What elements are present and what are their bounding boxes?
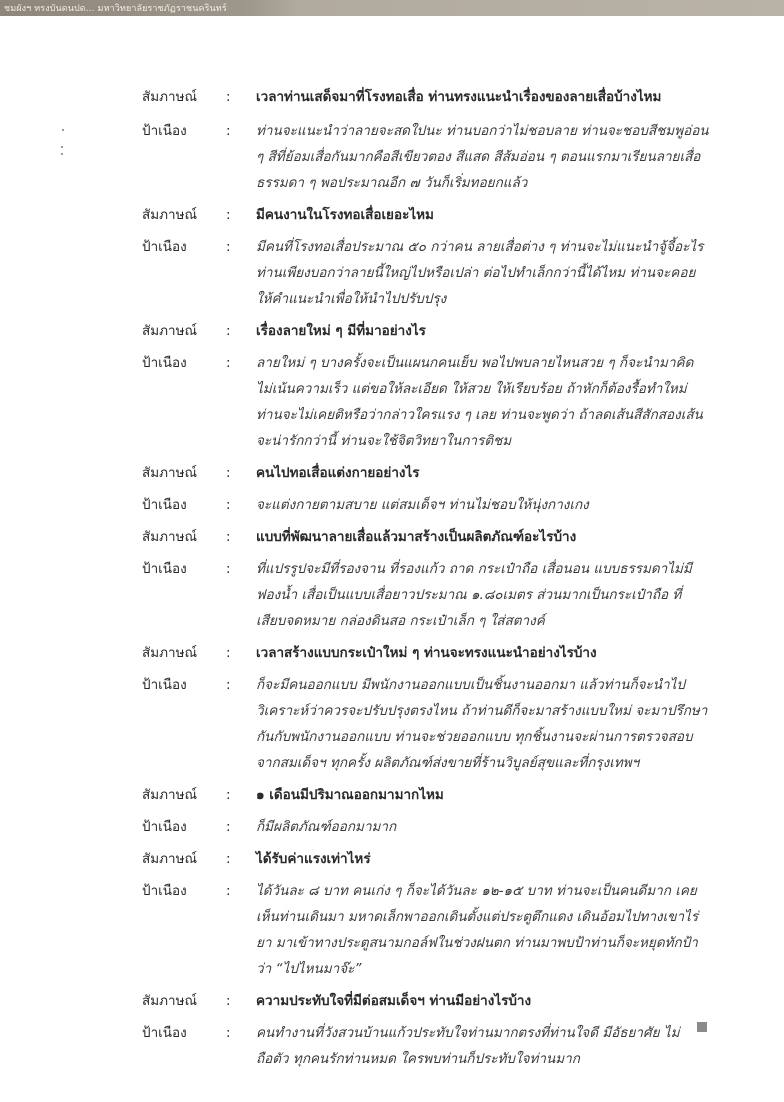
separator-colon: : <box>226 851 231 867</box>
dialogue-turn-answer <box>0 556 784 634</box>
speaker-label: ป้าเนือง <box>142 561 187 577</box>
utterance-text: ที่แปรรูปจะมีที่รองจาน ที่รองแก้ว ถาด กระเป๋าถือ เสื่อนอน แบบธรรมดาไม่มีฟองน้ำ เสื่อเป็นแบบเสื่อยาวประมาณ ๑.๘๐เมตร ส่วนมากเป็นกระเป๋าถือ ที่เสียบจดหมาย กล่องดินสอ กระเป๋าเล็ก ๆ ใส่สตางค์ <box>256 561 692 629</box>
speaker-label: ป้าเนือง <box>142 677 187 693</box>
utterance-text: เวลาท่านเสด็จมาที่โรงทอเสื่อ ท่านทรงแนะนำเรื่องของลายเสื่อบ้างไหม <box>256 89 662 105</box>
dialogue-turn-answer <box>0 492 784 518</box>
separator-colon: : <box>226 993 231 1009</box>
utterance-text: จะแต่งกายตามสบาย แต่สมเด็จฯ ท่านไม่ชอบให้นุ่งกางเกง <box>256 497 589 513</box>
separator-colon: : <box>226 561 231 577</box>
dialogue-turn-answer <box>0 878 784 982</box>
dialogue-turn-question <box>0 202 784 228</box>
page-header-band <box>0 0 784 16</box>
separator-colon: : <box>226 677 231 693</box>
separator-colon: : <box>226 529 231 545</box>
speaker-label: สัมภาษณ์ <box>142 529 198 545</box>
utterance-text: ได้วันละ ๘ บาท คนเก่ง ๆ ก็จะได้วันละ ๑๒-๑๕ บาท ท่านจะเป็นคนดีมาก เคยเห็นท่านเดินมา มหาดเล็กพาออกเดินตั้งแต่ประตูตึกแดง เดินอ้อมไปทางเขาไร่ยา มาเข้าทางประตูสนามกอล์ฟในช่วงฝนตก ท่านมาพบป้าท่านก็จะหยุดทักป้าว่า “ไปไหนมาจ๊ะ” <box>256 883 699 977</box>
dialogue-turn-answer <box>0 118 784 196</box>
dialogue-turn-question <box>0 460 784 486</box>
utterance-text: คนไปทอเสื่อแต่งกายอย่างไร <box>256 465 420 481</box>
speaker-label: สัมภาษณ์ <box>142 993 198 1009</box>
dialogue-turn-answer <box>0 350 784 454</box>
utterance-text: ลายใหม่ ๆ บางครั้งจะเป็นแผนกคนเย็บ พอไปพบลายไหนสวย ๆ ก็จะนำมาคิด ไม่เน้นความเร็ว แต่ขอให้ละเอียด ให้สวย ให้เรียบร้อย ถ้าหักก็ต้องรื้อทำใหม่ ท่านจะไม่เคยติหรือว่ากล่าวใครแรง ๆ เลย ท่านจะพูดว่า ถ้าลดเส้นสีสักสองเส้น จะน่ารักกว่านี้ ท่านจะใช้จิตวิทยาในการติชม <box>256 355 703 449</box>
dialogue-turn-question <box>0 782 784 808</box>
utterance-text: คนทำงานที่วังสวนบ้านแก้วประทับใจท่านมากตรงที่ท่านใจดี มีอัธยาศัย ไม่ถือตัว ทุกคนรักท่านหมด ใครพบท่านก็ประทับใจท่านมาก <box>256 1025 680 1067</box>
dialogue-turn-answer <box>0 1020 784 1072</box>
speaker-label: สัมภาษณ์ <box>142 465 198 481</box>
separator-colon: : <box>226 355 231 371</box>
speaker-label: ป้าเนือง <box>142 819 187 835</box>
dialogue-turn-question <box>0 84 784 110</box>
speaker-label: ป้าเนือง <box>142 355 187 371</box>
separator-colon: : <box>226 207 231 223</box>
speaker-label: สัมภาษณ์ <box>142 207 198 223</box>
separator-colon: : <box>226 819 231 835</box>
separator-colon: : <box>226 239 231 255</box>
dialogue-turn-answer <box>0 234 784 312</box>
separator-colon: : <box>226 465 231 481</box>
speaker-label: ป้าเนือง <box>142 497 187 513</box>
dialogue-turn-question <box>0 640 784 666</box>
separator-colon: : <box>226 645 231 661</box>
speaker-label: ป้าเนือง <box>142 883 187 899</box>
speaker-label: สัมภาษณ์ <box>142 787 198 803</box>
utterance-text: ๑ เดือนมีปริมาณออกมามากไหม <box>256 787 444 803</box>
separator-colon: : <box>226 1025 231 1041</box>
utterance-text: เวลาสร้างแบบกระเป๋าใหม่ ๆ ท่านจะทรงแนะนำอย่างไรบ้าง <box>256 645 597 661</box>
speaker-label: ป้าเนือง <box>142 1025 187 1041</box>
dialogue-turn-answer <box>0 672 784 776</box>
utterance-text: ความประทับใจที่มีต่อสมเด็จฯ ท่านมีอย่างไรบ้าง <box>256 993 532 1009</box>
end-of-article-square-icon <box>697 1022 707 1032</box>
speaker-label: ป้าเนือง <box>142 123 187 139</box>
utterance-text: ก็มีผลิตภัณฑ์ออกมามาก <box>256 819 397 835</box>
separator-colon: : <box>226 883 231 899</box>
utterance-text: มีคนงานในโรงทอเสื่อเยอะไหม <box>256 207 434 223</box>
header-band-text: ชมผังฯ ทรงบันดนปด... มหาวิทยาลัยราชภัฏราชนครินทร์ <box>4 4 227 14</box>
separator-colon: : <box>226 123 231 139</box>
speaker-label: ป้าเนือง <box>142 239 187 255</box>
separator-colon: : <box>226 497 231 513</box>
utterance-text: ท่านจะแนะนำว่าลายจะสดใปนะ ท่านบอกว่าไม่ชอบลาย ท่านจะชอบสีชมพูอ่อน ๆ สีที่ย้อมเสื่อกันมากคือสีเขียวตอง สีแสด สีส้มอ่อน ๆ ตอนแรกมาเรียนลายเสื่อธรรมดา ๆ พอประมาณอีก ๗ วันก็เริ่มทอยกแล้ว <box>256 123 709 191</box>
separator-colon: : <box>226 89 231 105</box>
speaker-label: สัมภาษณ์ <box>142 89 198 105</box>
dialogue-turn-question <box>0 318 784 344</box>
utterance-text: ได้รับค่าแรงเท่าไหร่ <box>256 851 371 867</box>
dialogue-turn-question <box>0 846 784 872</box>
dialogue-turn-question <box>0 524 784 550</box>
speaker-label: สัมภาษณ์ <box>142 851 198 867</box>
utterance-text: ก็จะมีคนออกแบบ มีพนักงานออกแบบเป็นชิ้นงานออกมา แล้วท่านก็จะนำไปวิเคราะห์ว่าควรจะปรับปรุงตรงไหน ถ้าท่านดีก็จะมาสร้างแบบใหม่ จะมาปรึกษากันกับพนักงานออกแบบ ท่านจะช่วยออกแบบ ทุกชิ้นงานจะผ่านการตรวจสอบจากสมเด็จฯ ทุกครั้ง ผลิตภัณฑ์ส่งขายที่ร้านวิบูลย์สุขและที่กรุงเทพฯ <box>256 677 708 771</box>
separator-colon: : <box>226 323 231 339</box>
speaker-label: สัมภาษณ์ <box>142 323 198 339</box>
utterance-text: แบบที่พัฒนาลายเสื่อแล้วมาสร้างเป็นผลิตภัณฑ์อะไรบ้าง <box>256 529 577 545</box>
utterance-text: มีคนที่โรงทอเสื่อประมาณ ๕๐ กว่าคน ลายเสื่อต่าง ๆ ท่านจะไม่แนะนำจู้จี้อะไร ท่านเพียงบอกว่าลายนี้ใหญ่ไปหรือเปล่า ต่อไปทำเล็กกว่านี้ได้ไหม ท่านจะคอยให้คำแนะนำเพื่อให้นำไปปรับปรุง <box>256 239 704 307</box>
speaker-label: สัมภาษณ์ <box>142 645 198 661</box>
dialogue-turn-question <box>0 988 784 1014</box>
separator-colon: : <box>226 787 231 803</box>
interview-transcript <box>0 84 784 1072</box>
utterance-text: เรื่องลายใหม่ ๆ มีที่มาอย่างไร <box>256 323 426 339</box>
dialogue-turn-answer <box>0 814 784 840</box>
